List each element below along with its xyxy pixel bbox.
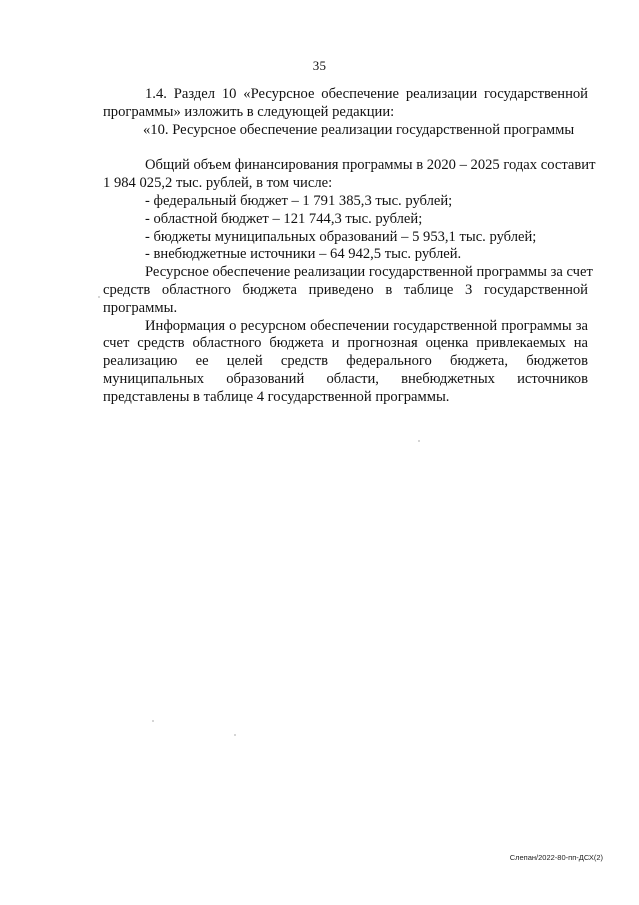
financing-item-municipal: - бюджеты муниципальных образований – 5 953,1 тыс. рублей; bbox=[145, 228, 537, 245]
section-line: программы» изложить в следующей редакции: bbox=[103, 103, 395, 120]
paragraph-line: средств областного бюджета приведено в таблице 3 государственной bbox=[103, 281, 588, 298]
document-body bbox=[103, 86, 596, 407]
scan-speck bbox=[234, 734, 236, 736]
scan-speck bbox=[418, 440, 420, 442]
spacer bbox=[103, 139, 588, 157]
financing-total-line: 1 984 025,2 тыс. рублей, в том числе: bbox=[103, 175, 333, 192]
paragraph-line: счет средств областного бюджета и прогнозная оценка привлекаемых на bbox=[103, 335, 588, 352]
section-line: 1.4. Раздел 10 «Ресурсное обеспечение реализации государственной bbox=[145, 86, 588, 102]
paragraph-line: программы. bbox=[103, 299, 178, 316]
paragraph-line: представлены в таблице 4 государственной программы. bbox=[103, 388, 450, 405]
page-number: 35 bbox=[312, 58, 327, 73]
financing-total-line: Общий объем финансирования программы в 2020 – 2025 годах составит bbox=[145, 157, 596, 174]
paragraph-line: реализацию ее целей средств федерального бюджета, бюджетов bbox=[103, 353, 588, 370]
scan-speck bbox=[152, 720, 154, 722]
paragraph-line: муниципальных образований области, внебюджетных источников bbox=[103, 370, 588, 387]
financing-item-extrabudgetary: - внебюджетные источники – 64 942,5 тыс. рублей. bbox=[145, 246, 462, 263]
financing-item-federal: - федеральный бюджет – 1 791 385,3 тыс. рублей; bbox=[145, 192, 453, 209]
scan-speck bbox=[98, 296, 100, 298]
paragraph-line: Ресурсное обеспечение реализации государственной программы за счет bbox=[145, 264, 593, 281]
paragraph-line: Информация о ресурсном обеспечении государственной программы за bbox=[145, 317, 588, 334]
financing-item-regional: - областной бюджет – 121 744,3 тыс. рублей; bbox=[145, 210, 423, 227]
section-title-line: «10. Ресурсное обеспечение реализации государственной программы bbox=[143, 121, 575, 138]
document-footer-code: Слепан/2022-80-пп-ДСХ(2) bbox=[509, 853, 603, 862]
